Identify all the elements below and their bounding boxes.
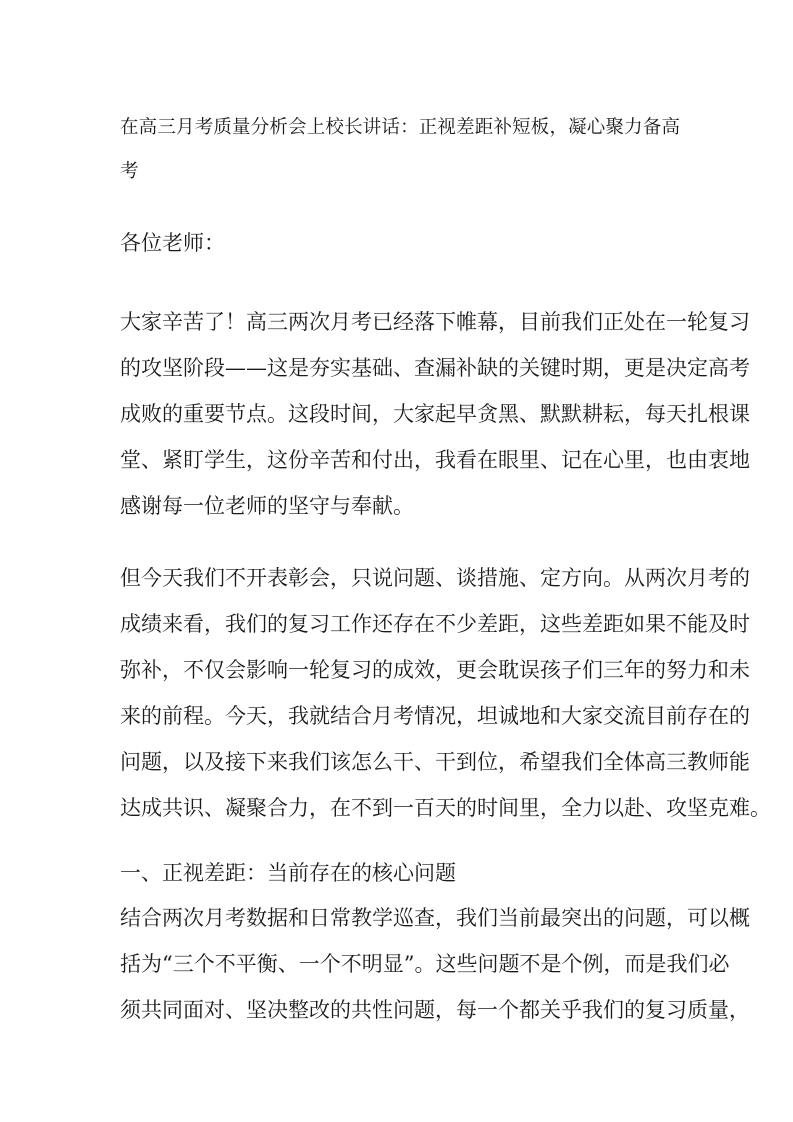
paragraph-line: 成败的重要节点。这段时间，大家起早贪黑、默默耕耘，每天扎根课 [120,402,750,426]
paragraph-line: 结合两次月考数据和日常教学巡查，我们当前最突出的问题，可以概 [120,906,750,930]
paragraph-line: 问题，以及接下来我们该怎么干、干到位，希望我们全体高三教师能 [120,750,750,774]
section-heading: 一、正视差距：当前存在的核心问题 [120,861,456,885]
paragraph-line: 达成共识、凝聚合力，在不到一百天的时间里，全力以赴、攻坚克难。 [120,796,771,820]
paragraph-line: 大家辛苦了！高三两次月考已经落下帷幕，目前我们正处在一轮复习 [120,310,750,334]
paragraph-line: 堂、紧盯学生，这份辛苦和付出，我看在眼里、记在心里，也由衷地 [120,448,750,472]
paragraph-line: 但今天我们不开表彰会，只说问题、谈措施、定方向。从两次月考的 [120,566,750,590]
paragraph-line: 的攻坚阶段——这是夯实基础、查漏补缺的关键时期，更是决定高考 [120,356,750,380]
paragraph-line: 成绩来看，我们的复习工作还存在不少差距，这些差距如果不能及时 [120,612,750,636]
paragraph-line: 感谢每一位老师的坚守与奉献。 [120,494,414,518]
document-title-line-2: 考 [120,161,139,182]
paragraph-line: 须共同面对、坚决整改的共性问题，每一个都关乎我们的复习质量， [120,998,750,1022]
document-title-line-1: 在高三月考质量分析会上校长讲话：正视差距补短板，凝心聚力备高 [120,117,680,138]
paragraph-line: 弥补，不仅会影响一轮复习的成效，更会耽误孩子们三年的努力和未 [120,658,750,682]
salutation: 各位老师： [120,231,225,255]
paragraph-line: 来的前程。今天，我就结合月考情况，坦诚地和大家交流目前存在的 [120,704,750,728]
paragraph-line: 括为“三个不平衡、一个不明显”。这些问题不是个例，而是我们必 [120,952,730,976]
